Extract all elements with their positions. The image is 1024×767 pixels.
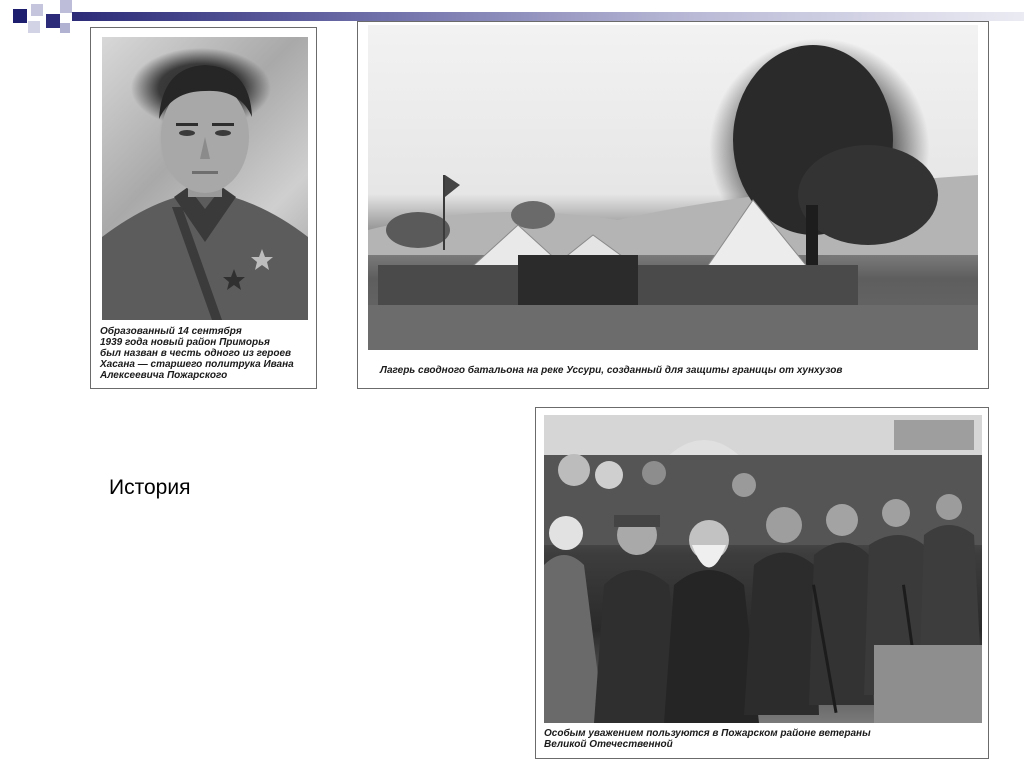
header-square-decoration xyxy=(13,9,27,23)
slide-title: История xyxy=(109,476,191,499)
header-square-decoration xyxy=(46,14,60,28)
header-square-decoration xyxy=(31,4,43,16)
veterans-photo xyxy=(544,415,982,723)
veterans-card xyxy=(535,407,989,759)
veterans-caption: Особым уважением пользуются в Пожарском районе ветераны Великой Отечественной xyxy=(544,728,871,750)
header-square-decoration xyxy=(28,21,40,33)
header-bar xyxy=(72,12,1024,21)
header-square-decoration xyxy=(60,0,72,13)
header-square-decoration xyxy=(60,23,70,33)
portrait-caption: Образованный 14 сентября 1939 года новый район Приморья был назван в честь одного из героев Хасана — старшего политрука Ивана Алексеевича Пожарского xyxy=(100,326,294,381)
portrait-card xyxy=(90,27,317,389)
camp-photo xyxy=(368,25,978,350)
camp-caption: Лагерь сводного батальона на реке Уссури, созданный для защиты границы от хунхузов xyxy=(380,365,843,376)
portrait-photo xyxy=(102,37,308,320)
camp-card xyxy=(357,21,989,389)
